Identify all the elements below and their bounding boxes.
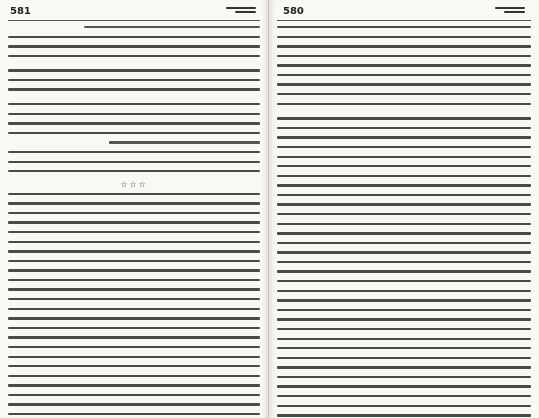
left-book-title-mark [226, 7, 256, 15]
text-line [8, 336, 260, 338]
text-line [277, 232, 531, 234]
section-break-ornament: ☆☆☆ [120, 179, 148, 189]
text-line [277, 64, 531, 66]
text-line [277, 309, 531, 311]
text-line [8, 202, 260, 204]
text-line [8, 113, 260, 115]
text-line [8, 103, 260, 105]
left-page-number: 581 [10, 6, 31, 17]
text-line [8, 221, 260, 223]
text-line [84, 26, 260, 28]
text-line [8, 327, 260, 329]
text-line [8, 260, 260, 262]
text-line [277, 156, 531, 158]
text-line [277, 165, 531, 167]
text-line [8, 394, 260, 396]
text-line [277, 357, 531, 359]
text-line [8, 250, 260, 252]
text-line [8, 375, 260, 377]
text-line [8, 212, 260, 214]
text-line [277, 103, 531, 105]
text-line [277, 328, 531, 330]
text-line [8, 269, 260, 271]
right-book-title-mark [495, 7, 525, 15]
text-line [277, 203, 531, 205]
text-line [277, 242, 531, 244]
text-line [8, 241, 260, 243]
text-line [277, 146, 531, 148]
text-line [277, 414, 531, 416]
text-line [109, 141, 260, 143]
text-line [277, 405, 531, 407]
text-line [277, 395, 531, 397]
text-line [277, 290, 531, 292]
text-line [8, 55, 260, 57]
text-line [8, 79, 260, 81]
left-running-head [8, 6, 260, 21]
text-line [8, 365, 260, 367]
text-line [277, 299, 531, 301]
text-line [8, 122, 260, 124]
right-running-head [277, 6, 531, 21]
right-page-body [277, 26, 531, 418]
text-line [277, 366, 531, 368]
text-line [8, 298, 260, 300]
text-line [8, 45, 260, 47]
text-line [8, 69, 260, 71]
text-line [277, 117, 531, 119]
text-line [8, 161, 260, 163]
text-line [277, 36, 531, 38]
right-page-number: 580 [283, 6, 304, 17]
text-line [277, 213, 531, 215]
text-line [8, 308, 260, 310]
text-line [8, 88, 260, 90]
text-line [277, 385, 531, 387]
text-line [277, 280, 531, 282]
text-line [277, 184, 531, 186]
text-line [8, 170, 260, 172]
text-line [8, 346, 260, 348]
right-page [269, 0, 539, 418]
text-line [8, 132, 260, 134]
text-line [8, 193, 260, 195]
text-line [8, 317, 260, 319]
text-line [8, 151, 260, 153]
text-line [8, 384, 260, 386]
text-line [8, 413, 260, 415]
text-line [277, 93, 531, 95]
text-line [277, 127, 531, 129]
text-line [277, 55, 531, 57]
text-line [277, 74, 531, 76]
text-line [277, 261, 531, 263]
text-line [277, 136, 531, 138]
left-page-body [8, 26, 260, 418]
text-line [277, 223, 531, 225]
text-line [8, 231, 260, 233]
text-line [8, 36, 260, 38]
text-line [277, 194, 531, 196]
text-line [8, 288, 260, 290]
text-line [277, 270, 531, 272]
text-line [277, 347, 531, 349]
text-line [277, 338, 531, 340]
text-line [277, 26, 531, 28]
text-line [277, 318, 531, 320]
text-line [277, 45, 531, 47]
text-line [277, 251, 531, 253]
text-line [8, 356, 260, 358]
text-line [277, 175, 531, 177]
text-line [8, 403, 260, 405]
text-line [277, 376, 531, 378]
left-page [0, 0, 269, 418]
text-line [277, 83, 531, 85]
text-line [8, 279, 260, 281]
